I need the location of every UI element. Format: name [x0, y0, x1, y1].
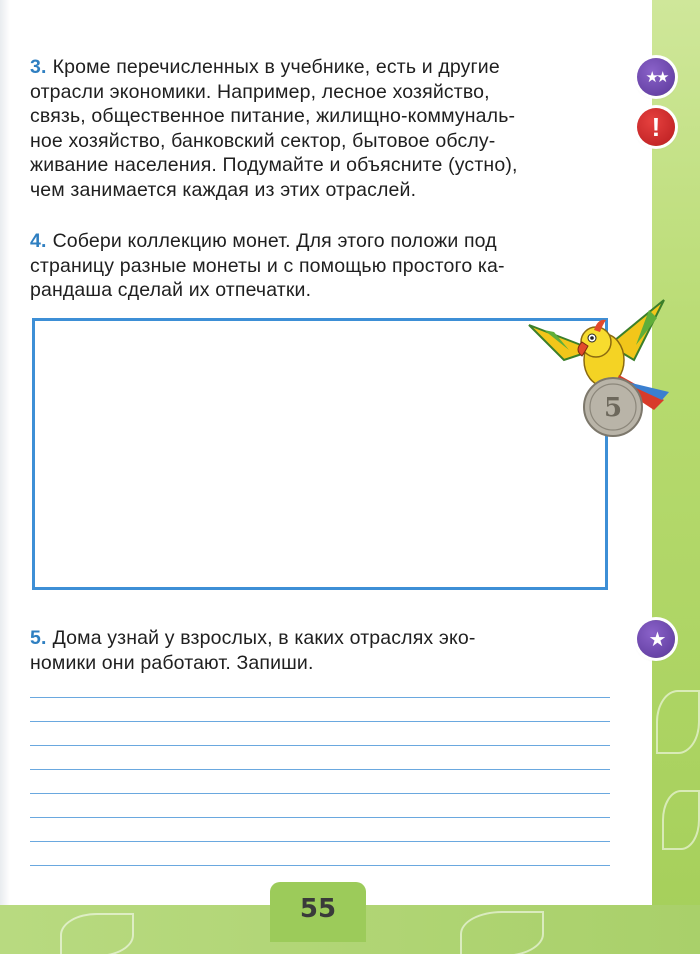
leaf-decoration — [656, 690, 700, 754]
page-number-tab — [270, 882, 366, 942]
task-line: живание населения. Подумайте и объясните (устно), — [30, 154, 518, 176]
leaf-decoration — [460, 911, 544, 957]
task-line: связь, общественное питание, жилищно-коммуналь- — [30, 105, 516, 127]
exclamation-badge-icon: ! — [637, 108, 675, 146]
one-star-badge-icon: ★ — [637, 620, 675, 658]
task-5 — [30, 626, 612, 675]
task-line: 3. Кроме перечисленных в учебнике, есть и другие — [30, 56, 500, 78]
answer-line[interactable] — [30, 769, 610, 770]
two-stars-badge-icon: ★★ — [637, 58, 675, 96]
task-line: отрасли экономики. Например, лесное хозяйство, — [30, 80, 490, 103]
task-line: рандаша сделай их отпечатки. — [30, 279, 312, 301]
task-line: страницу разные монеты и с помощью простого ка- — [30, 254, 505, 277]
answer-line[interactable] — [30, 841, 610, 842]
task-line: номики они работают. Запиши. — [30, 651, 314, 674]
answer-line[interactable] — [30, 697, 610, 698]
task-number: 5. — [30, 627, 47, 649]
answer-line[interactable] — [30, 817, 610, 818]
page-number: 55 — [299, 894, 337, 924]
answer-line[interactable] — [30, 865, 610, 866]
answer-line[interactable] — [30, 721, 610, 722]
task-3 — [30, 55, 612, 202]
leaf-decoration — [60, 913, 134, 957]
coin-value: 5 — [603, 393, 623, 423]
task-line: ное хозяйство, банковский сектор, бытовое обслу- — [30, 129, 496, 152]
answer-line[interactable] — [30, 793, 610, 794]
task-line: чем занимается каждая из этих отраслей. — [30, 178, 417, 201]
coin-rubbing-box[interactable] — [32, 318, 608, 590]
coin-icon — [582, 376, 644, 438]
page-edge-shadow — [0, 0, 10, 954]
answer-line[interactable] — [30, 745, 610, 746]
task-number: 4. — [30, 230, 47, 252]
task-line: 4. Собери коллекцию монет. Для этого положи под — [30, 230, 497, 252]
leaf-decoration — [662, 790, 700, 850]
task-line: 5. Дома узнай у взрослых, в каких отраслях эко- — [30, 627, 476, 649]
task-number: 3. — [30, 56, 47, 78]
